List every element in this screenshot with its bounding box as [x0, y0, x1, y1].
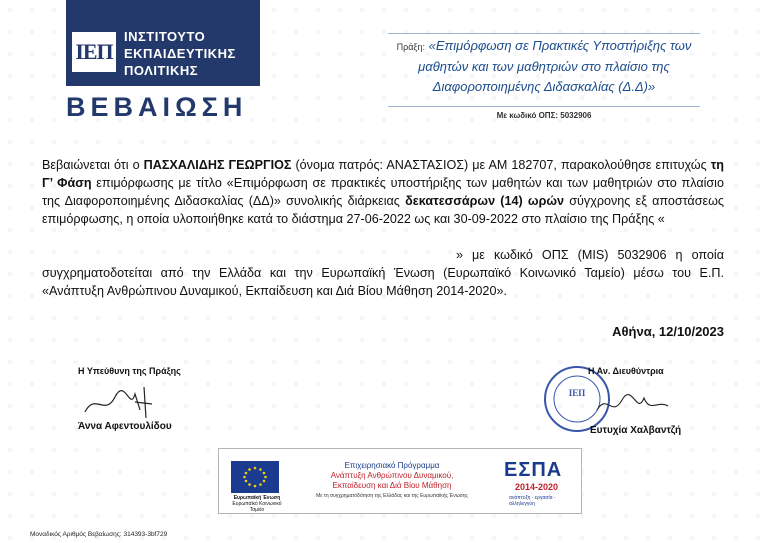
phase: τη Γ’ Φάση [42, 158, 725, 190]
logo-line-3: ΠΟΛΙΤΙΚΗΣ [124, 63, 199, 78]
logo-line-1: ΙΝΣΤΙΤΟΥΤΟ [124, 29, 206, 44]
iep-logo-text [124, 28, 236, 79]
praxi-title-2: μαθητών και των μαθητριών στο πλαίσιο της [418, 59, 670, 74]
right-signatory-title: Η Αν. Διευθύντρια [588, 366, 664, 376]
eu-caption [225, 495, 289, 513]
prog-line-2: Ανάπτυξη Ανθρώπινου Δυναμικού, [330, 471, 454, 480]
logo-line-2: ΕΚΠΑΙΔΕΥΤΙΚΗΣ [124, 46, 236, 61]
programme-text [307, 461, 477, 501]
eu-flag-icon [231, 461, 279, 493]
prog-line-3: Εκπαίδευση και Διά Βίου Μάθηση [332, 481, 452, 490]
certificate-body [42, 156, 724, 300]
prog-line-4: Με τη συγχρηματοδότηση της Ελλάδας και της Ευρωπαϊκής Ένωσης [316, 493, 468, 499]
blank-gap [42, 228, 724, 246]
prog-line-1: Επιχειρησιακό Πρόγραμμα [344, 461, 440, 470]
espa-subtitle: ανάπτυξη - εργασία - αλληλεγγύη [509, 495, 556, 507]
iep-logo-mark-text: ΙΕΠ [75, 39, 113, 64]
certificate-number: Μοναδικός Αριθμός Βεβαίωσης: 314393-3bf729 [30, 531, 168, 538]
text-period: σύγχρονης εξ αποστάσεως επιμόρφωσης, η οποία υλοποιήθηκε κατά το διάστημα 27-06-2022 ως και 30-09-2022 στο πλαίσιο της Πράξης « [42, 194, 725, 226]
eu-caption-1: Ευρωπαϊκή Ένωση [233, 495, 281, 501]
text-course: επιμόρφωσης με τίτλο «Επιμόρφωση σε πρακτικές υποστήριξης των μαθητών και των μαθητριών στο πλαίσιο της Διαφοροποιημένης Διδασκαλίας (ΔΔ)» συνολικής διάρκειας [42, 176, 724, 208]
praxi-block [388, 36, 700, 97]
text-intro: Βεβαιώνεται ότι ο [42, 158, 144, 172]
iep-logo-mark [72, 32, 116, 72]
praxi-title-1: «Επιμόρφωση σε Πρακτικές Υποστήριξης των [428, 38, 692, 53]
trainee-name: ΠΑΣΧΑΛΙΔΗΣ ΓΕΩΡΓΙΟΣ [143, 158, 292, 172]
document-title: ΒΕΒΑΙΩΣΗ [66, 92, 248, 122]
praxi-rule-top [388, 33, 700, 34]
right-signatory-name: Ευτυχία Χαλβαντζή [590, 425, 682, 436]
right-signature [592, 388, 672, 424]
issue-date: Αθήνα, 12/10/2023 [612, 324, 724, 339]
paragraph-1 [42, 156, 724, 228]
left-signatory-title: Η Υπεύθυνη της Πράξης [78, 366, 181, 376]
ops-code: Με κωδικό ΟΠΣ: 5032906 [496, 111, 592, 120]
hours: δεκατεσσάρων (14) ωρών [405, 194, 565, 208]
stamp-text: ΙΕΠ [568, 388, 586, 398]
left-signature [80, 382, 160, 422]
espa-years: 2014-2020 [515, 482, 559, 492]
left-signatory-name: Άννα Αφεντουλίδου [78, 421, 172, 432]
eu-stars [231, 461, 279, 493]
text-parent: (όνομα πατρός: ΑΝΑΣΤΑΣΙΟΣ) με ΑΜ 182707, παρακολούθησε επιτυχώς [291, 158, 711, 172]
praxi-rule [388, 106, 700, 107]
funding-banner [218, 448, 582, 514]
paragraph-2: » με κωδικό ΟΠΣ (MIS) 5032906 η οποία συγχρηματοδοτείται από την Ελλάδα και την Ευρωπαϊκή Ένωση (Ευρωπαϊκό Κοινωνικό Ταμείο) μέσω του Ε.Π. «Ανάπτυξη Ανθρώπινου Δυναμικού, Εκπαίδευση και Διά Βίου Μάθηση 2014-2020». [42, 248, 724, 298]
praxi-label: Πράξη: [396, 42, 425, 52]
espa-logo: ΕΣΠΑ [504, 459, 563, 481]
praxi-title-3: Διαφοροποιημένης Διδασκαλίας (Δ.Δ)» [432, 79, 656, 94]
eu-caption-2: Ευρωπαϊκό Κοινωνικό Ταμείο [232, 501, 282, 513]
